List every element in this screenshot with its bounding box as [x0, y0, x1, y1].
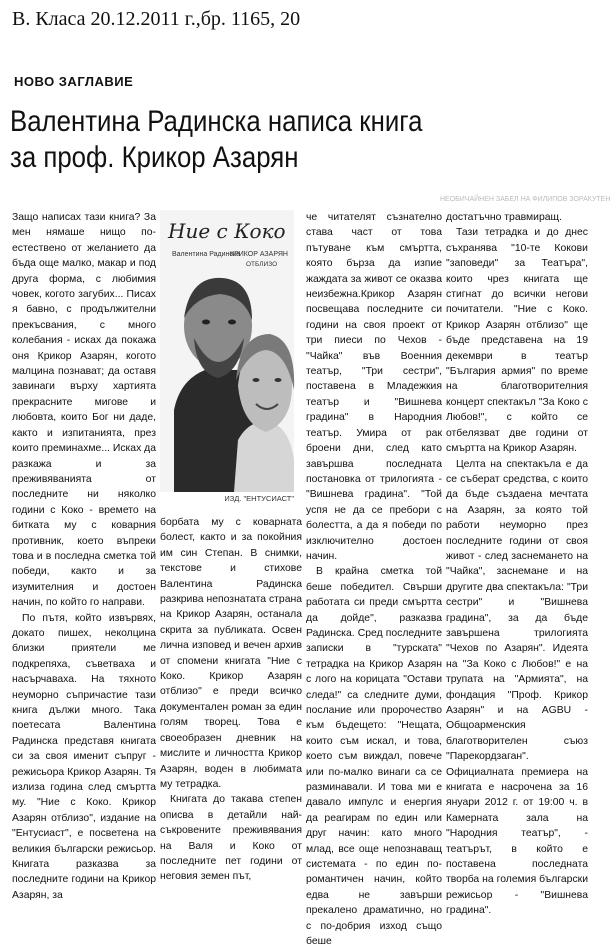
bleed-through-text: НЕОБИЧАЙНЕН ЗАБЕЛ НА ФИЛИПОВ ЗОРАКУТЕН	[440, 196, 610, 203]
cover-subtitle-1: КРИКОР АЗАРЯН	[230, 251, 288, 258]
book-cover-illustration	[160, 210, 294, 492]
paragraph: борбата му с коварната болест, както и за покойния им син Степан. В снимки, текстове и стихове Валентина Радинска разкрива непознатата страна на Крикор Азарян, останала скрита за публиката. Освен лична изповед и вечен архив от спомени книгата "Ние с Коко. Крикор Азарян отблизо" е преди всичко документален роман за един голям творец. Това е своеобразен дневник на мислите и личността Крикор Азарян, воден в любимата му тетрадка.	[160, 517, 302, 790]
paragraph: че читателят съзнателно става част от това пътуване към смъртта, която бърза да изпие жаждата за живот се оказва неизбежна.Крикор Азарян посвещава последните си години на своя проект от три пиеси по Чехов - "Чайка" във Военния театър, "Три сестри", поставена в Младежкия театър и "Вишнева градина" в Народния театър. Умира от рак броени дни, след като завършва последната постановка от трилогията - "Вишнева градина". "Той успя не да се пребори с болестта, а да я победи по изключително достоен начин.	[306, 212, 442, 562]
cover-subtitle-2: ОТБЛИЗО	[246, 261, 278, 268]
headline-line-2: за проф. Крикор Азарян	[10, 141, 299, 174]
paragraph: Книгата до такава степен описва в детайли най-съкровените преживявания на Валя и Коко от последните пет години от неговия земен път,	[160, 794, 302, 883]
headline-line-1: Валентина Радинска написа книга	[10, 105, 423, 138]
headline	[10, 104, 509, 176]
source-line: В. Класа 20.12.2011 г.,бр. 1165, 20	[12, 8, 301, 30]
rubric-label: НОВО ЗАГЛАВИЕ	[14, 74, 134, 89]
paragraph: Целта на спектакъла е да се съберат средства, с които да бъде създаена мечтата на Азарян, за която той работи неуморно през последните години от своя живот - след заснемането на "Чайка", заснемане и на другите два спектакъла: "Три сестри" и "Вишнева градина", за да бъде завършена трилогията "Чехов по Азарян". Идеята на "За Коко с Любов!" е на трупата на "Армията", на фондация "Проф. Крикор Азарян" и на AGBU - Общоарменския благотворителен съюз "Парекордзаган". Официалната премиера на книгата е насрочена за 16 януари 2012 г. от 19:00 ч. в Камерната зала на "Народния театър", - театърът, в който е поставена последната творба на големия български режисьор - "Вишнева градина".	[446, 458, 588, 917]
article-column-4	[446, 210, 588, 917]
article-column-1	[12, 210, 157, 901]
article-column-3	[306, 210, 442, 948]
photo-credit: ИЗД. "ЕНТУСИАСТ"	[224, 494, 294, 503]
cover-author: Валентина Радинска	[172, 251, 241, 258]
paragraph: В крайна сметка той беше победител. Свърши работата си преди смъртта да дойде", разказва Радинска. Сред последните записки в "турската" тетрадка на Крикор Азарян с лого на корицата "Остави следа!" са следните думи, послание или пророчество към бъдещето: "Нещата, които съм искал, и това, което съм виждал, повече или по-малко винаги са се разминавали. И това ми е давало импулс и енергия да реагирам по един или друг начин: като много млад, все още непознаващ системата - по един по-романтичен начин, който едва не завърши прекалено драматично, но с по-добрия изход също беше	[306, 566, 442, 948]
book-cover-photo	[160, 210, 294, 492]
paragraph: Защо написах тази книга? За мен нямаше нищо по-естествено от желанието да бъда още малко, макар и под друга форма, с любимия човек, когото загубих... Писах я бавно, с продължителни прекъсвания, с много колебания - исках да покажа оня Крикор Азарян, когото малцина познават; да оставя завинаги върху хартията прекрасните мигове и любовта, които Бог ни даде, както и изпитанията, през които преминахме... Исках да разкажа и за преживяванията от последните ни няколко години с Коко - времето на битката му с коварния противник, което въпреки това и в последна сметка той победи, както и за изумителния и достоен начин, по който го направи.	[12, 212, 157, 609]
paragraph: Тази тетрадка и до днес съхранява "10-те Кокови "заповеди" за Театъра", които чрез книгата ще стигнат до всички негови почитатели. "Ние с Коко. Крикор Азарян отблизо" ще бъде представена на 19 декември в театър "България армия" по време на благотворителния концерт спектакъл "За Коко с Любов!", с който се отбелязват две години от смъртта на Крикор Азарян.	[446, 227, 588, 455]
paragraph: достатъчно травмиращ.	[446, 212, 562, 223]
article-column-2	[160, 515, 302, 883]
paragraph: По пътя, който извървях, докато пишех, неколцина близки приятели ме подкрепяха, съветваха и насърчаваха. На тяхното неуморно съпричастие тази книга дължи много. Така поетесата Валентина Радинска представя книгата си за своя именит съпруг - режисьора Крикор Азарян. Тя излиза година след смъртта му. "Ние с Коко. Крикор Азарян отблизо", издание на "Ентусиаст", е посветена на великия български режисьор. Книгата разказва за последните години на Крикор Азарян, за	[12, 612, 156, 901]
cover-title: Ние с Коко	[168, 219, 286, 243]
